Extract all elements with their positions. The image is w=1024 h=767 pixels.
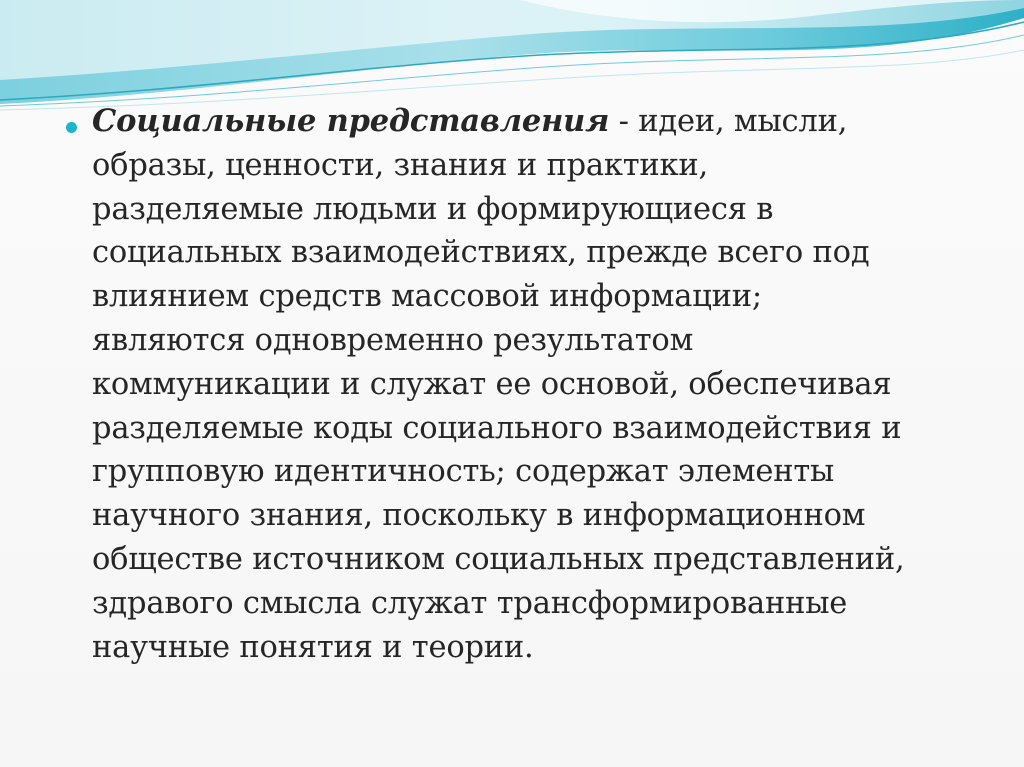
definition-text-line: - идеи, мысли, bbox=[609, 104, 848, 139]
definition-term: Социальные представления bbox=[92, 103, 610, 139]
definition-text-line: разделяемые людьми и формирующиеся в bbox=[92, 191, 774, 227]
definition-text-line: обществе источником социальных представлений, bbox=[92, 541, 905, 577]
bullet-text bbox=[92, 100, 982, 669]
definition-text-line: влиянием средств массовой информации; bbox=[92, 279, 762, 315]
definition-text-line: разделяемые коды социального взаимодействия и bbox=[92, 410, 902, 446]
text-line-1 bbox=[92, 100, 982, 144]
definition-text-line: научные понятия и теории. bbox=[92, 629, 534, 665]
definition-text-line: групповую идентичность; содержат элементы bbox=[92, 454, 835, 490]
definition-text-line: научного знания, поскольку в информационном bbox=[92, 498, 866, 534]
bullet-item bbox=[62, 100, 982, 669]
slide-content bbox=[62, 100, 982, 669]
bullet-dot-icon bbox=[66, 122, 77, 133]
definition-text-line: образы, ценности, знания и практики, bbox=[92, 147, 709, 183]
definition-text-line: социальных взаимодействиях, прежде всего под bbox=[92, 235, 870, 271]
definition-text-line: коммуникации и служат ее основой, обеспечивая bbox=[92, 366, 892, 402]
definition-text-line: являются одновременно результатом bbox=[92, 322, 694, 358]
definition-text-line: здравого смысла служат трансформированные bbox=[92, 585, 848, 621]
